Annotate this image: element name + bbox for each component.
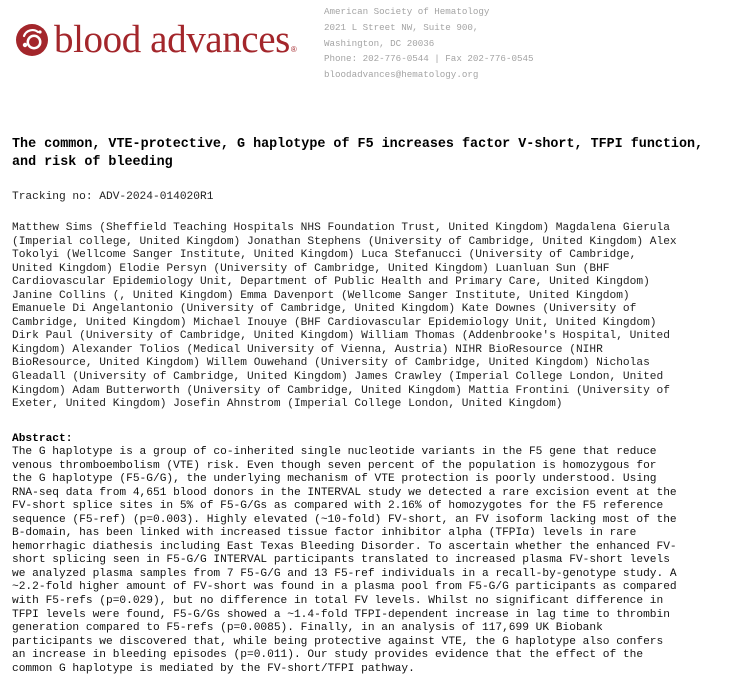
trademark-symbol: ® [290,45,297,54]
abstract-line: sequence (F5-ref) (p=0.003). Highly elevated (~10-fold) FV-short, an FV isoform lacking most of the [12,513,677,526]
publisher-city: Washington, DC 20036 [324,37,435,49]
abstract-heading: Abstract: [12,433,73,445]
author-line: Dirk Paul (University of Cambridge, United Kingdom) William Thomas (Addenbrooke's Hospital, United [12,330,670,343]
abstract-line: The G haplotype is a group of co-inherited single nucleotide variants in the F5 gene that reduce [12,446,657,458]
publisher-name: American Society of Hematology [324,6,490,17]
abstract-line: B-domain, has been linked with increased tissue factor inhibitor alpha (TFPIα) levels in rare [12,527,637,540]
author-line: (Imperial college, United Kingdom) Jonathan Stephens (University of Cambridge, United Kingdom) Alex [12,235,677,248]
author-line: Exeter, United Kingdom) Josefin Ahnstrom (Imperial College London, United Kingdom) [12,398,563,411]
abstract-line: venous thromboembolism (VTE) risk. Even though seven percent of the population is homozygous for [12,459,657,472]
author-line: Janine Collins (, United Kingdom) Emma Davenport (Wellcome Sanger Institute, United Kingdom) [12,289,630,302]
journal-header [0,0,738,90]
abstract-line: we analyzed plasma samples from 7 F5-G/G and 13 F5-ref individuals in a recall-by-genotype study. A [12,567,677,580]
publisher-email: bloodadvances@hematology.org [324,69,479,81]
article-title: The common, VTE-protective, G haplotype of F5 increases factor V-short, TFPI function, and risk of bleeding [12,137,704,170]
author-line: Cardiovascular Epidemiology Unit, Department of Public Health and Primary Care, United Kingdom) [12,276,650,289]
author-line: BioResource, United Kingdom) Willem Ouwehand (University of Cambridge, United Kingdom) Nicholas [12,357,650,370]
blood-drop-logo-icon [14,22,50,58]
abstract-line: generation compared to F5-refs (p=0.0085). Finally, in an analysis of 117,699 UK Biobank [12,622,603,635]
tracking-number: Tracking no: ADV-2024-014020R1 [12,191,214,203]
abstract-line: FV-short splice sites in 5% of F5-G/Gs as compared with 2.16% of homozygotes for the F5 reference [12,500,664,513]
author-line: Kingdom) Alexander Tolios (Medical University of Vienna, Austria) NIHR BioResource (NIHR [12,343,603,356]
author-line: Emanuele Di Angelantonio (University of Cambridge, United Kingdom) Kate Downes (University of [12,303,637,316]
abstract-line: an increase in bleeding episodes (p=0.011). Our study provides evidence that the effect of the [12,649,644,662]
author-line: United Kingdom) Elodie Persyn (University of Cambridge, United Kingdom) Luanluan Sun (BHF [12,262,610,275]
author-line: Cambridge, United Kingdom) Michael Inouye (BHF Cardiovascular Epidemiology Unit, United Kingdom) [12,316,657,329]
publisher-phone-fax: Phone: 202-776-0544 | Fax 202-776-0545 [324,53,534,65]
abstract-line: hemorrhagic diathesis including East Texas Bleeding Disorder. To ascertain whether the enhanced FV- [12,540,677,553]
abstract-line: participants we discovered that, while being protective against VTE, the G haplotype also confers [12,635,664,648]
abstract-line: RNA-seq data from 4,651 blood donors in the INTERVAL study we detected a rare excision event at the [12,486,677,499]
author-line: Kingdom) Adam Butterworth (University of Cambridge, United Kingdom) Mattia Frontini (University of [12,384,670,397]
abstract-line: common G haplotype is mediated by the FV-short/TFPI pathway. [12,662,415,675]
journal-logo [14,20,297,60]
author-line: Matthew Sims (Sheffield Teaching Hospitals NHS Foundation Trust, United Kingdom) Magdalena Gierula [12,222,670,234]
publisher-contact-block [324,4,534,83]
author-line: Tokolyi (Wellcome Sanger Institute, United Kingdom) Luca Stefanucci (University of Cambridge, [12,249,637,262]
abstract-line: with F5-refs (p=0.029), but no difference in total FV levels. Whilst no significant difference in [12,595,664,608]
abstract-line: ~2.2-fold higher amount of FV-short was found in a plasma pool from F5-G/G participants as compared [12,581,677,594]
abstract-line: short splicing seen in F5-G/G INTERVAL participants translated to increased plasma FV-short levels [12,554,670,567]
author-line: Gleadall (University of Cambridge, United Kingdom) James Crawley (Imperial College London, United [12,371,664,384]
abstract-line: TFPI levels were found, F5-G/Gs showed a ~1.4-fold TFPI-dependent increase in lag time to thrombin [12,608,670,621]
author-list [12,222,730,412]
journal-name: blood advances [54,18,290,61]
abstract-line: the G haplotype (F5-G/G), the underlying mechanism of VTE protection is poorly understood. Using [12,473,657,486]
abstract-body [12,446,730,676]
publisher-street: 2021 L Street NW, Suite 900, [324,21,479,33]
